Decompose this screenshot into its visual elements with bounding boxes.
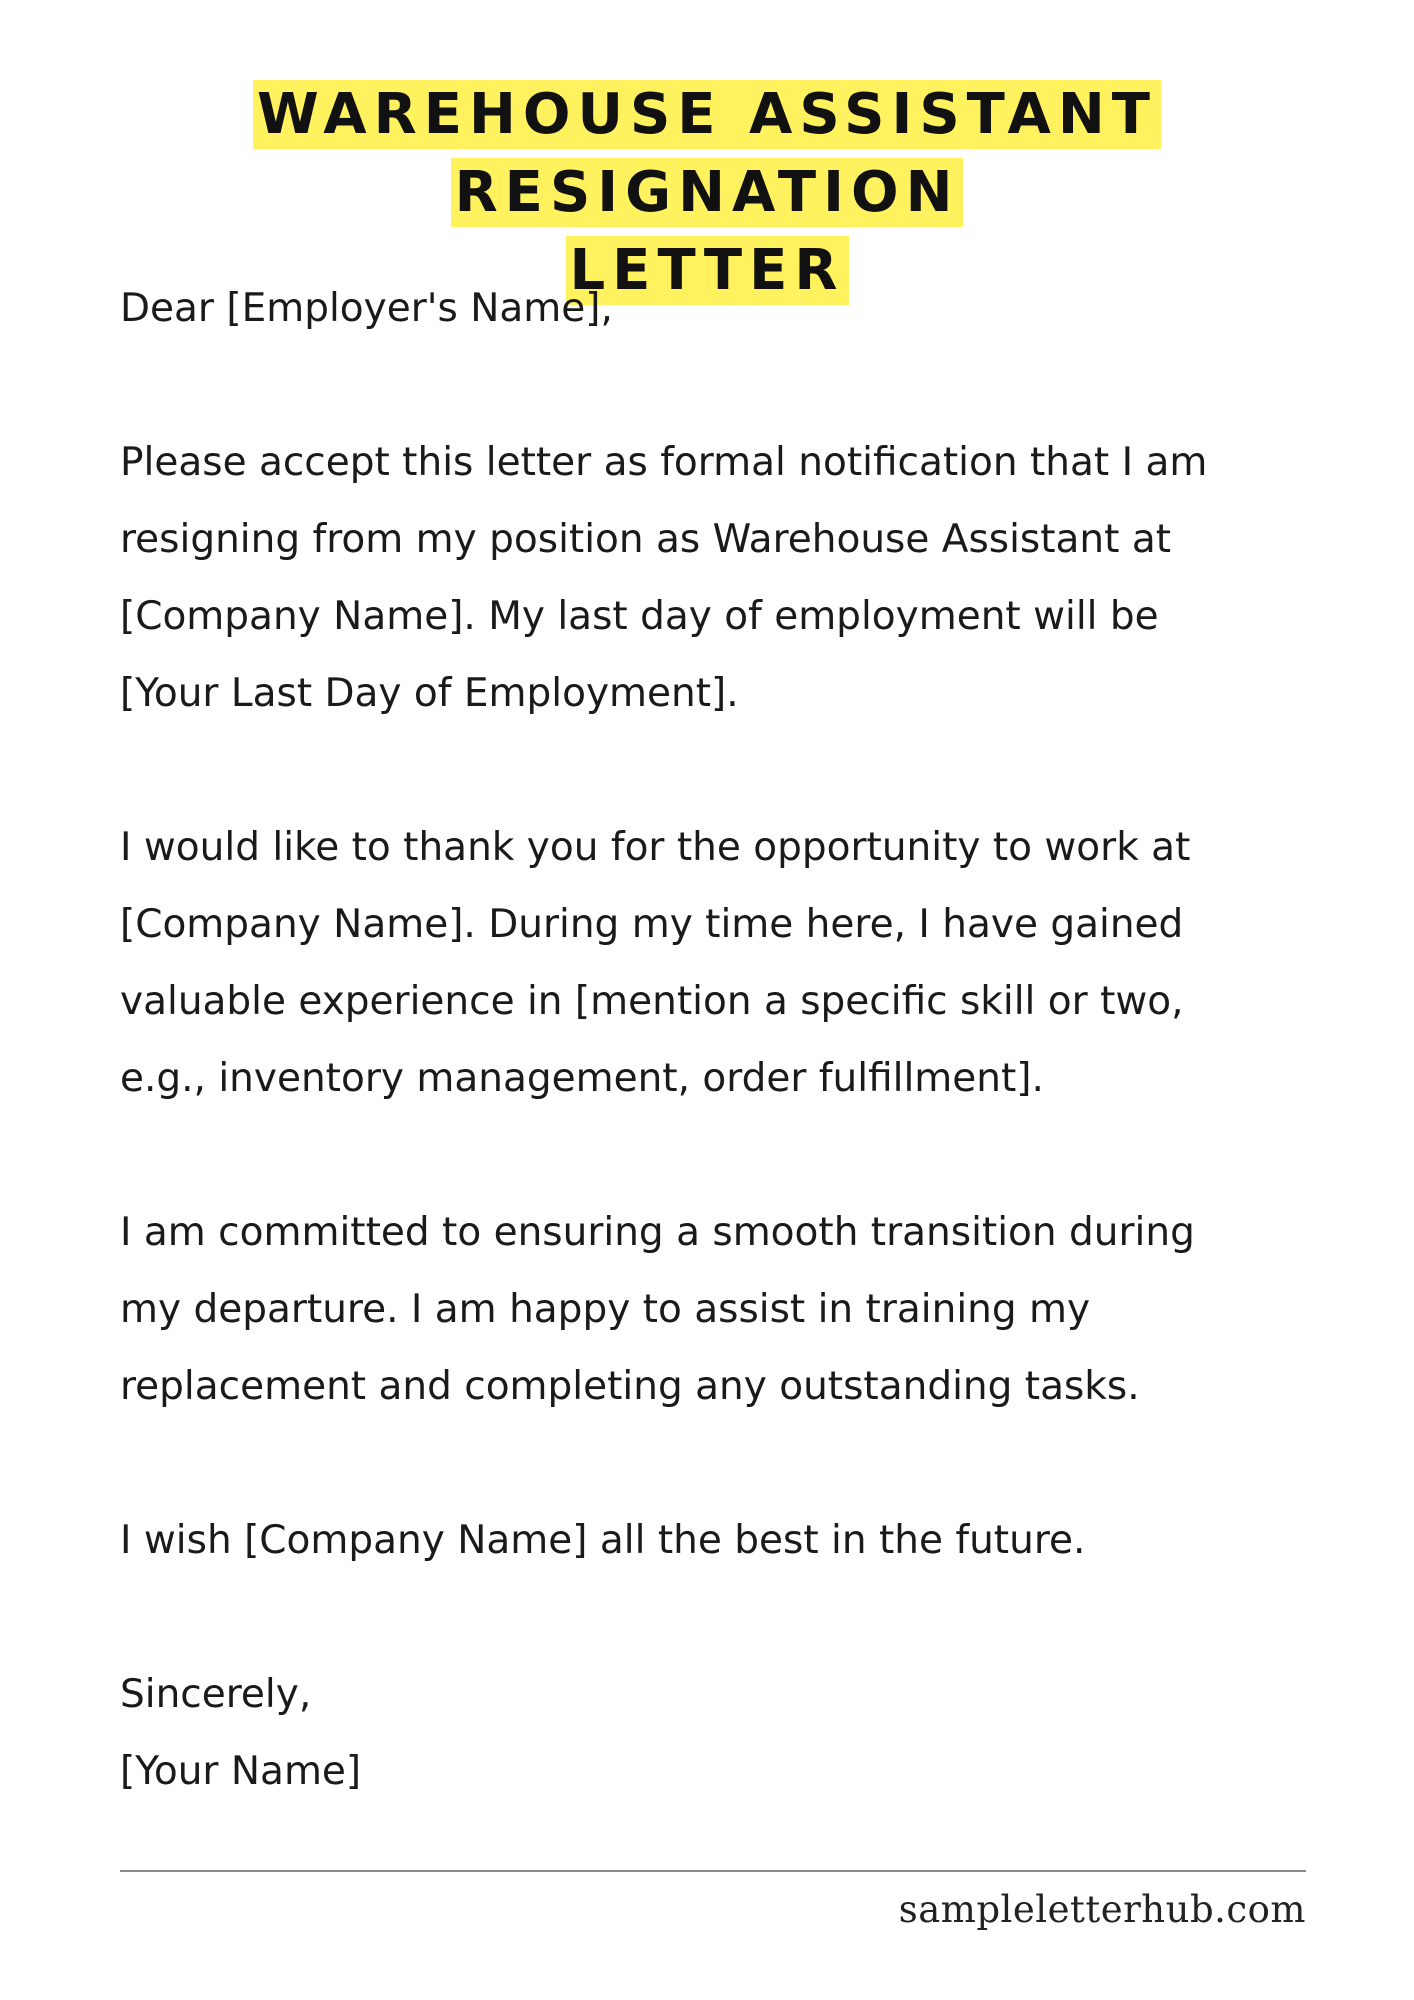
title-line-1: WAREHOUSE ASSISTANT RESIGNATION — [257, 82, 1157, 225]
paragraph-line: replacement and completing any outstanding tasks. — [120, 1364, 1140, 1409]
paragraph-transition — [120, 1194, 1320, 1425]
paragraph-line: valuable experience in [mention a specific skill or two, — [120, 979, 1184, 1024]
signature: [Your Name] — [120, 1749, 362, 1794]
paragraph-line: I wish [Company Name] all the best in the future. — [120, 1518, 1086, 1563]
paragraph-line: e.g., inventory management, order fulfillment]. — [120, 1056, 1044, 1101]
paragraph-line: resigning from my position as Warehouse Assistant at — [120, 517, 1172, 562]
paragraph-line: my departure. I am happy to assist in training my — [120, 1287, 1091, 1332]
footer-divider — [120, 1870, 1306, 1872]
paragraph-line: [Company Name]. My last day of employment will be — [120, 594, 1159, 639]
paragraph-thanks — [120, 809, 1320, 1117]
greeting: Dear [Employer's Name], — [120, 286, 613, 331]
closing-block — [120, 1656, 1320, 1810]
paragraph-line: I am committed to ensuring a smooth transition during — [120, 1210, 1195, 1255]
title-line-2: LETTER — [569, 238, 845, 303]
paragraph-notification — [120, 424, 1320, 732]
paragraph-line: [Company Name]. During my time here, I have gained — [120, 902, 1184, 947]
paragraph-wishes — [120, 1502, 1320, 1579]
paragraph-line: Please accept this letter as formal notification that I am — [120, 440, 1208, 485]
paragraph-line: [Your Last Day of Employment]. — [120, 671, 739, 716]
letter-body — [120, 270, 1320, 1810]
closing: Sincerely, — [120, 1672, 312, 1717]
paragraph-line: I would like to thank you for the opportunity to work at — [120, 825, 1191, 870]
footer-site-name: sampleletterhub.com — [898, 1888, 1306, 1931]
